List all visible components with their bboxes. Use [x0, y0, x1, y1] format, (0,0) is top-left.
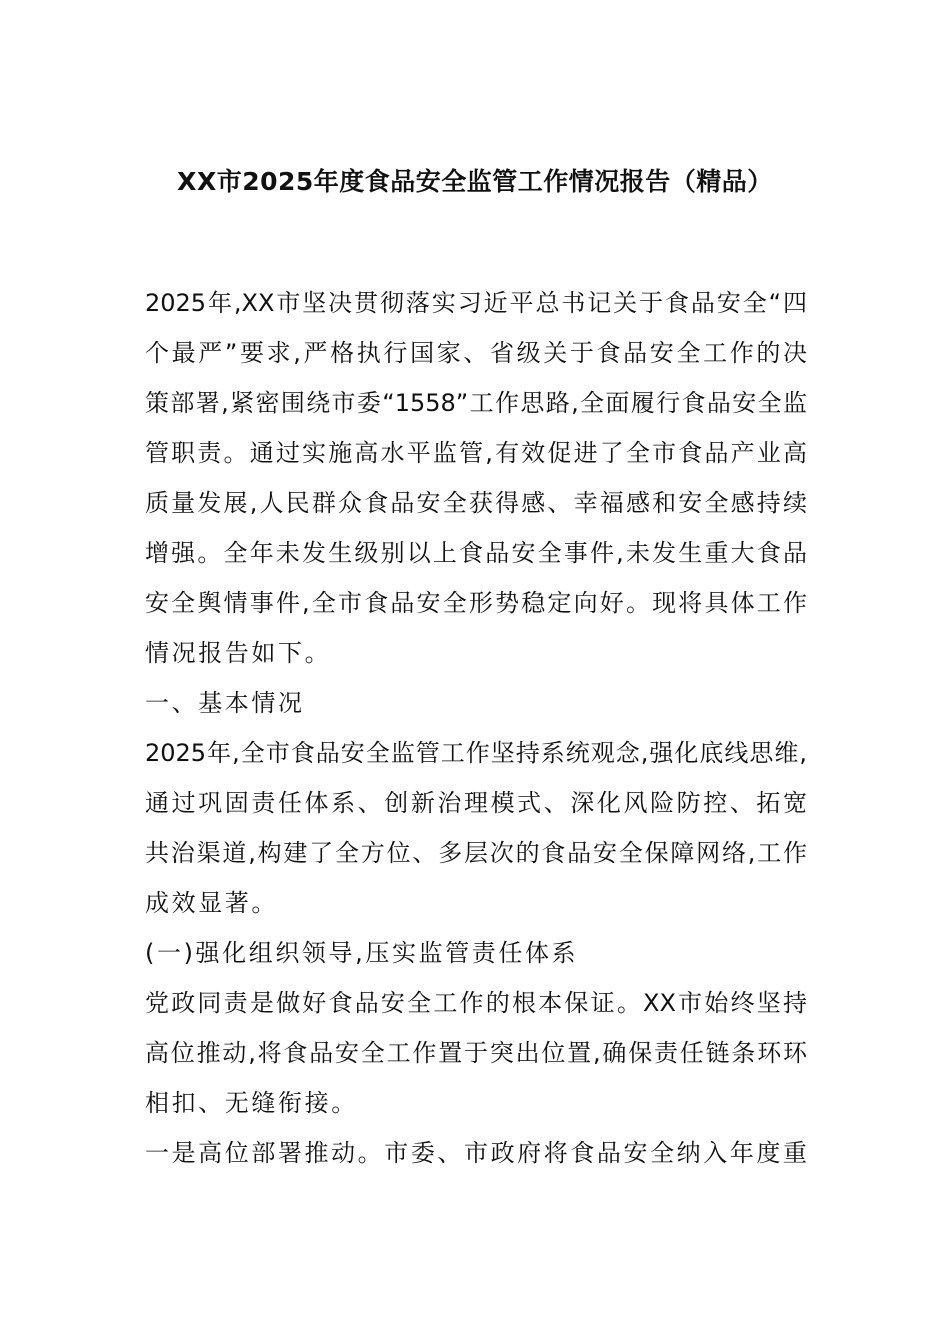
paragraph — [145, 978, 807, 1128]
text-line: 高位推动,将食品安全工作置于突出位置,确保责任链条环环 — [145, 1039, 807, 1067]
text-line: (一)强化组织领导,压实监管责任体系 — [145, 939, 579, 967]
text-line: 通过巩固责任体系、创新治理模式、深化风险防控、拓宽 — [145, 789, 807, 817]
text-line: 一是高位部署推动。市委、市政府将食品安全纳入年度重 — [145, 1139, 807, 1167]
text-line: 成效显著。 — [145, 889, 278, 917]
text-line: 一、基本情况 — [145, 689, 305, 717]
text-line: 管职责。通过实施高水平监管,有效促进了全市食品产业高 — [145, 439, 807, 467]
document-title: XX市2025年度食品安全监管工作情况报告（精品） — [177, 167, 773, 196]
paragraph — [145, 1128, 807, 1178]
text-line: 质量发展,人民群众食品安全获得感、幸福感和安全感持续 — [145, 489, 807, 517]
text-line: 2025年,全市食品安全监管工作坚持系统观念,强化底线思维, — [145, 739, 807, 767]
text-line: 情况报告如下。 — [145, 639, 332, 667]
paragraph — [145, 278, 807, 678]
text-line: 增强。全年未发生级别以上食品安全事件,未发生重大食品 — [145, 539, 807, 567]
text-line: 相扣、无缝衔接。 — [145, 1089, 358, 1117]
paragraph — [145, 728, 807, 928]
text-line: 安全舆情事件,全市食品安全形势稳定向好。现将具体工作 — [145, 589, 807, 617]
text-line: 个最严”要求,严格执行国家、省级关于食品安全工作的决 — [145, 339, 807, 367]
text-line: 共治渠道,构建了全方位、多层次的食品安全保障网络,工作 — [145, 839, 807, 867]
paragraph — [145, 678, 807, 728]
text-line: 策部署,紧密围绕市委“1558”工作思路,全面履行食品安全监 — [145, 389, 807, 417]
text-line: 2025年,XX市坚决贯彻落实习近平总书记关于食品安全“四 — [145, 289, 807, 317]
document-body — [145, 278, 807, 1178]
paragraph — [145, 928, 807, 978]
text-line: 党政同责是做好食品安全工作的根本保证。XX市始终坚持 — [145, 989, 807, 1017]
